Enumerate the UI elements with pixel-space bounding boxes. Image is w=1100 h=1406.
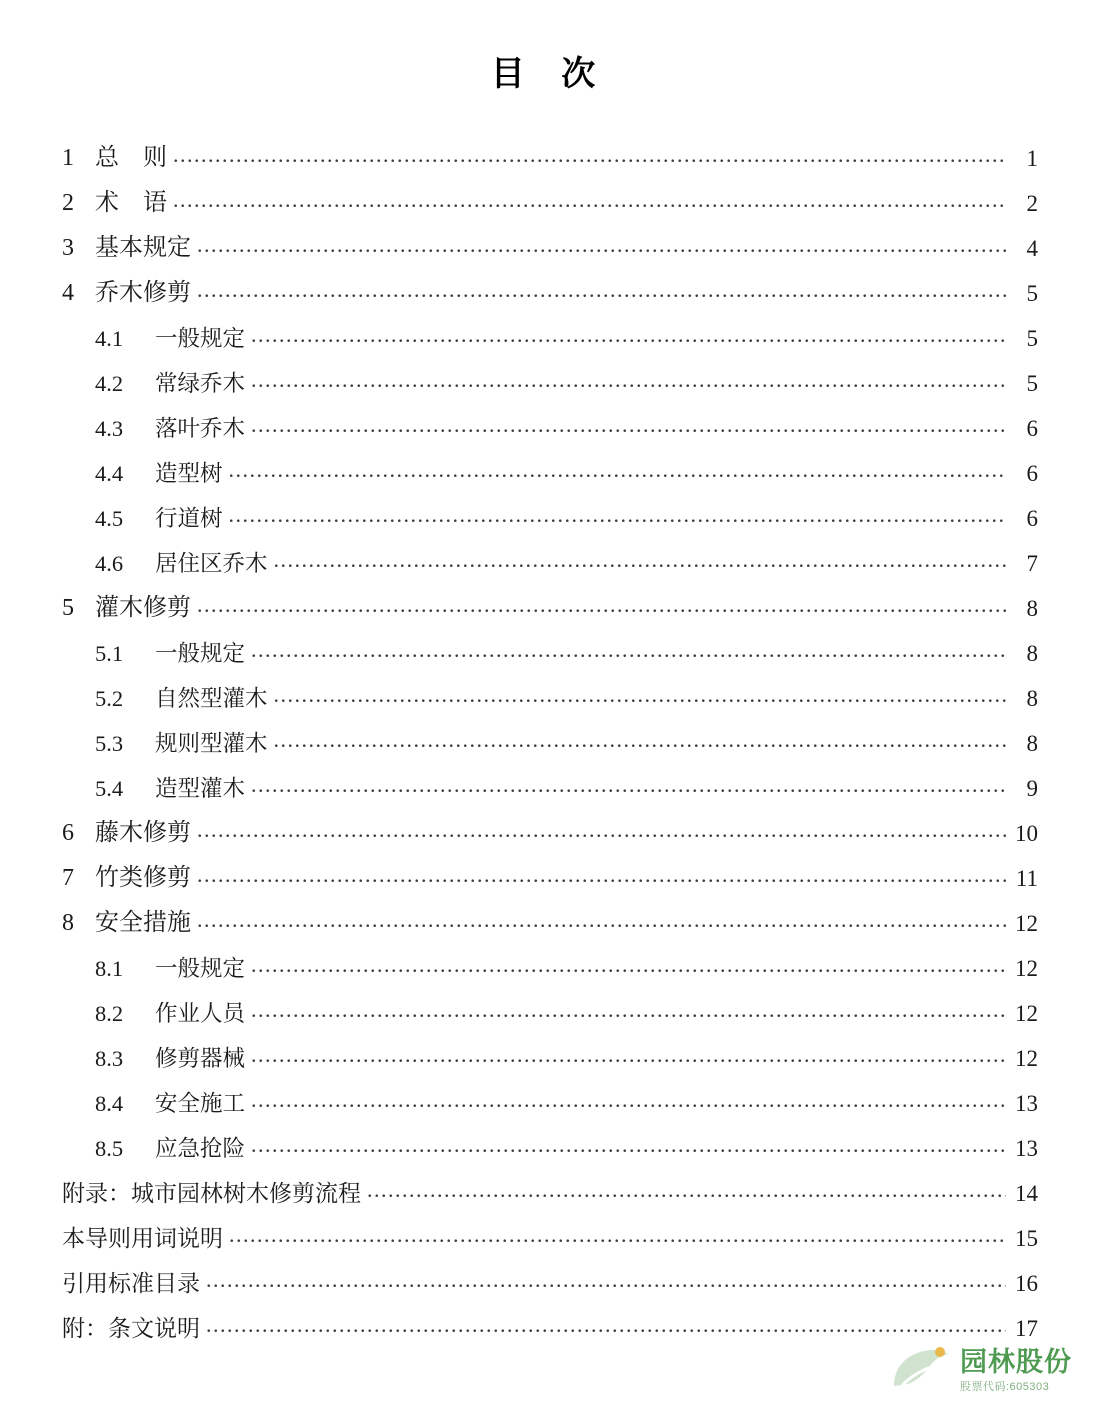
toc-entry-label: 基本规定 bbox=[95, 235, 191, 261]
toc-leader-dots bbox=[274, 549, 1006, 572]
page-title: 目 次 bbox=[490, 56, 610, 93]
toc-entry[interactable] bbox=[62, 845, 1038, 890]
toc-entry[interactable] bbox=[62, 890, 1038, 935]
toc-entry[interactable] bbox=[62, 215, 1038, 260]
toc-entry-label: 乔木修剪 bbox=[95, 280, 191, 306]
toc-entry-label: 造型树 bbox=[155, 460, 223, 486]
toc-leader-dots bbox=[251, 954, 1006, 977]
toc-entry-number: 5.4 bbox=[95, 775, 124, 801]
toc-leader-dots bbox=[251, 1044, 1006, 1067]
toc-leader-dots bbox=[206, 1268, 1006, 1291]
toc-entry-label: 安全措施 bbox=[95, 910, 191, 936]
toc-entry[interactable] bbox=[62, 1160, 1038, 1205]
toc-entry[interactable] bbox=[62, 1250, 1038, 1295]
toc-entry-page: 8 bbox=[1026, 641, 1038, 666]
toc-leader-dots bbox=[251, 639, 1006, 662]
toc-entry-label: 附：条文说明 bbox=[62, 1316, 200, 1341]
toc-entry[interactable] bbox=[62, 350, 1038, 395]
toc-entry-page: 17 bbox=[1015, 1316, 1038, 1341]
toc-leader-dots bbox=[229, 459, 1006, 482]
toc-entry-label: 总 则 bbox=[95, 145, 167, 171]
toc-entry-page: 16 bbox=[1015, 1271, 1038, 1296]
toc-entry-page: 8 bbox=[1026, 686, 1038, 711]
toc-leader-dots bbox=[251, 1134, 1006, 1157]
toc-entry-label: 附录：城市园林树木修剪流程 bbox=[62, 1181, 361, 1206]
toc-entry-label: 作业人员 bbox=[155, 1000, 246, 1026]
toc-entry-page: 12 bbox=[1015, 1001, 1038, 1026]
toc-entry[interactable] bbox=[62, 710, 1038, 755]
toc-leader-dots bbox=[197, 232, 1006, 256]
toc-entry-label: 一般规定 bbox=[155, 325, 246, 351]
toc-entry-label: 术 语 bbox=[95, 190, 167, 216]
watermark-text bbox=[960, 1348, 1072, 1394]
toc-entry-number: 3 bbox=[62, 235, 74, 261]
toc-entry-number: 5.1 bbox=[95, 640, 124, 666]
toc-entry[interactable] bbox=[62, 1205, 1038, 1250]
toc-entry-number: 5.3 bbox=[95, 730, 124, 756]
toc-leader-dots bbox=[197, 592, 1006, 616]
toc-leader-dots bbox=[251, 1089, 1006, 1112]
toc-entry-label: 应急抢险 bbox=[155, 1135, 246, 1161]
toc-entry-page: 7 bbox=[1026, 551, 1038, 576]
toc-entry-label: 藤木修剪 bbox=[95, 820, 191, 846]
toc-entry-page: 5 bbox=[1026, 371, 1038, 396]
toc-entry[interactable] bbox=[62, 170, 1038, 215]
toc-entry-number: 8.2 bbox=[95, 1000, 124, 1026]
toc-entry-page: 10 bbox=[1015, 821, 1038, 846]
toc-entry-label: 竹类修剪 bbox=[95, 865, 191, 891]
toc-entry-page: 12 bbox=[1015, 956, 1038, 981]
toc-entry-number: 7 bbox=[62, 865, 74, 891]
watermark-logo bbox=[890, 1346, 1072, 1394]
toc-entry-label: 修剪器械 bbox=[155, 1045, 246, 1071]
toc-entry-page: 13 bbox=[1015, 1091, 1038, 1116]
toc-entry[interactable] bbox=[62, 1115, 1038, 1160]
toc-entry-number: 4.4 bbox=[95, 460, 124, 486]
toc-leader-dots bbox=[251, 414, 1006, 437]
toc-leader-dots bbox=[251, 369, 1006, 392]
toc-entry-page: 1 bbox=[1026, 146, 1038, 171]
toc-entry-page: 15 bbox=[1015, 1226, 1038, 1251]
toc-leader-dots bbox=[251, 324, 1006, 347]
toc-entry-page: 13 bbox=[1015, 1136, 1038, 1161]
toc-entry[interactable] bbox=[62, 440, 1038, 485]
leaf-logo-icon bbox=[890, 1346, 952, 1394]
toc-entry-page: 14 bbox=[1015, 1181, 1038, 1206]
toc-entry-page: 5 bbox=[1026, 326, 1038, 351]
toc-entry-label: 自然型灌木 bbox=[155, 685, 268, 711]
toc-entry[interactable] bbox=[62, 1025, 1038, 1070]
toc-entry-page: 2 bbox=[1026, 191, 1038, 216]
toc-leader-dots bbox=[173, 187, 1006, 211]
toc-entry[interactable] bbox=[62, 1070, 1038, 1115]
toc-entry-label: 安全施工 bbox=[155, 1090, 246, 1116]
toc-entry-number: 2 bbox=[62, 190, 74, 216]
toc-entry-number: 8 bbox=[62, 910, 74, 936]
document-page bbox=[0, 46, 1100, 1406]
toc-entry-label: 一般规定 bbox=[155, 640, 246, 666]
toc-entry-number: 8.5 bbox=[95, 1135, 124, 1161]
toc-entry-number: 4.2 bbox=[95, 370, 124, 396]
watermark-brand: 园林股份 bbox=[960, 1346, 1072, 1377]
toc-entry-page: 8 bbox=[1026, 731, 1038, 756]
toc-entry-page: 12 bbox=[1015, 1046, 1038, 1071]
toc-entry[interactable] bbox=[62, 305, 1038, 350]
toc-entry-page: 6 bbox=[1026, 506, 1038, 531]
toc-entry[interactable] bbox=[62, 575, 1038, 620]
toc-entry-page: 11 bbox=[1015, 866, 1038, 891]
toc-entry[interactable] bbox=[62, 800, 1038, 845]
toc-entry-number: 4 bbox=[62, 280, 74, 306]
toc-entry-page: 4 bbox=[1026, 236, 1038, 261]
toc-leader-dots bbox=[251, 999, 1006, 1022]
toc-entry-label: 灌木修剪 bbox=[95, 595, 191, 621]
toc-entry-number: 8.1 bbox=[95, 955, 124, 981]
toc-entry-label: 居住区乔木 bbox=[155, 550, 268, 576]
toc-entry-number: 1 bbox=[62, 145, 74, 171]
toc-entry-number: 6 bbox=[62, 820, 74, 846]
toc-entry-number: 5 bbox=[62, 595, 74, 621]
toc-entry[interactable] bbox=[62, 395, 1038, 440]
toc-leader-dots bbox=[197, 907, 1006, 931]
toc-leader-dots bbox=[367, 1178, 1006, 1201]
toc-leader-dots bbox=[251, 774, 1006, 797]
toc-entry-number: 8.4 bbox=[95, 1090, 124, 1116]
toc-entry-number: 8.3 bbox=[95, 1045, 124, 1071]
toc-entry-page: 12 bbox=[1015, 911, 1038, 936]
toc-entry-number: 4.3 bbox=[95, 415, 124, 441]
toc-entry[interactable] bbox=[62, 755, 1038, 800]
toc-entry-label: 造型灌木 bbox=[155, 775, 246, 801]
toc-leader-dots bbox=[229, 1223, 1006, 1246]
toc-entry-page: 6 bbox=[1026, 416, 1038, 441]
toc-entry-label: 规则型灌木 bbox=[155, 730, 268, 756]
toc-entry-label: 一般规定 bbox=[155, 955, 246, 981]
toc-entry[interactable] bbox=[62, 260, 1038, 305]
toc-entry-page: 6 bbox=[1026, 461, 1038, 486]
toc-entry-label: 常绿乔木 bbox=[155, 370, 246, 396]
toc-entry-label: 行道树 bbox=[155, 505, 223, 531]
toc-entry[interactable] bbox=[62, 1295, 1038, 1340]
toc-entry[interactable] bbox=[62, 935, 1038, 980]
toc-entry[interactable] bbox=[62, 980, 1038, 1025]
toc-entry-number: 4.5 bbox=[95, 505, 124, 531]
toc-entry[interactable] bbox=[62, 125, 1038, 170]
toc-entry[interactable] bbox=[62, 665, 1038, 710]
toc-entry-page: 8 bbox=[1026, 596, 1038, 621]
toc-entry-number: 4.6 bbox=[95, 550, 124, 576]
toc-entry[interactable] bbox=[62, 530, 1038, 575]
toc-entry-page: 9 bbox=[1026, 776, 1038, 801]
toc-leader-dots bbox=[197, 817, 1006, 841]
table-of-contents bbox=[62, 125, 1038, 1340]
toc-entry-number: 5.2 bbox=[95, 685, 124, 711]
toc-entry-number: 4.1 bbox=[95, 325, 124, 351]
toc-leader-dots bbox=[274, 684, 1006, 707]
toc-entry-label: 落叶乔木 bbox=[155, 415, 246, 441]
toc-leader-dots bbox=[206, 1313, 1006, 1336]
toc-entry[interactable] bbox=[62, 485, 1038, 530]
toc-entry-label: 引用标准目录 bbox=[62, 1271, 200, 1296]
toc-leader-dots bbox=[229, 504, 1006, 527]
toc-leader-dots bbox=[173, 142, 1006, 166]
toc-entry[interactable] bbox=[62, 620, 1038, 665]
toc-leader-dots bbox=[274, 729, 1006, 752]
toc-entry-page: 5 bbox=[1026, 281, 1038, 306]
toc-entry-label: 本导则用词说明 bbox=[62, 1226, 223, 1251]
toc-leader-dots bbox=[197, 862, 1006, 886]
toc-leader-dots bbox=[197, 277, 1006, 301]
watermark-stock-code: 股票代码:605303 bbox=[960, 1381, 1050, 1393]
